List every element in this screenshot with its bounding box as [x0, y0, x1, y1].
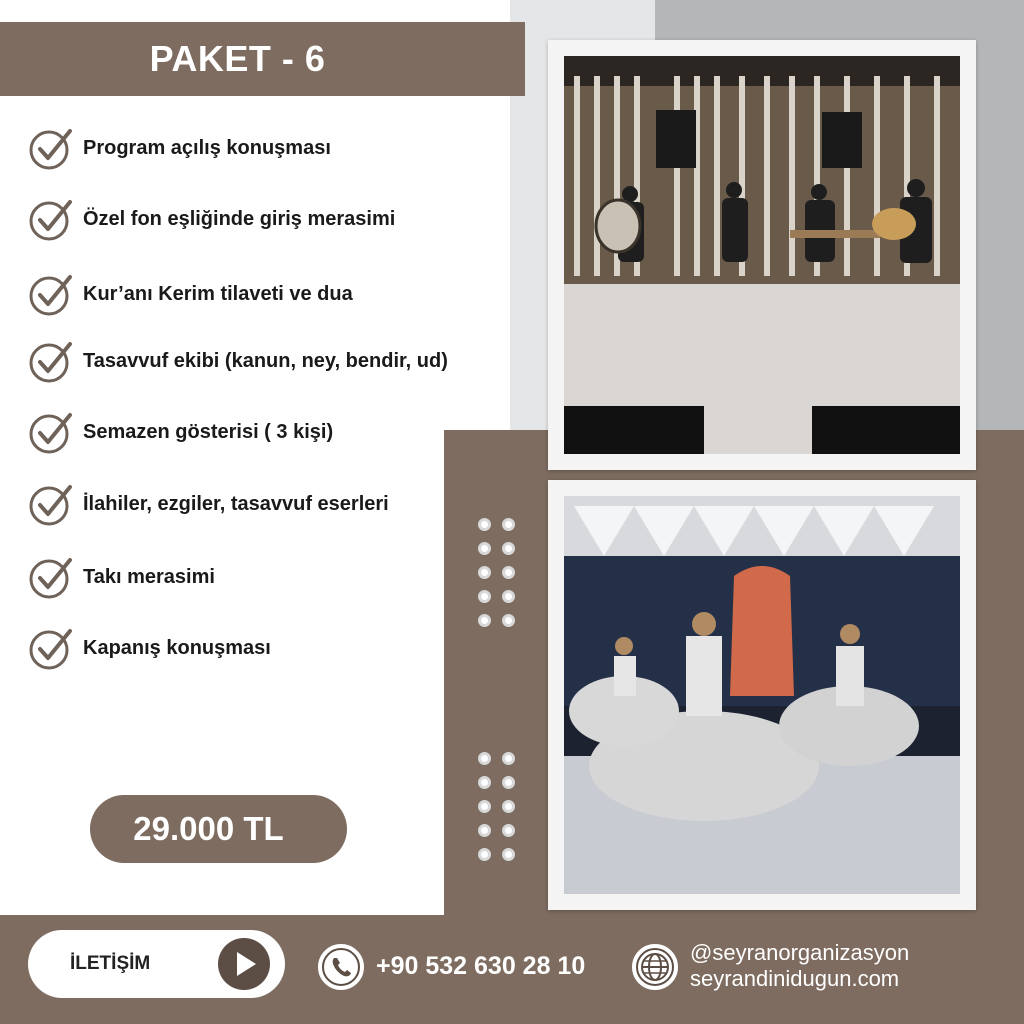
feature-text: Özel fon eşliğinde giriş merasimi — [83, 207, 396, 230]
feature-text: Kur’anı Kerim tilaveti ve dua — [83, 282, 353, 305]
photo-semazen-frame — [548, 480, 976, 910]
decorative-dot — [502, 848, 515, 861]
decorative-dot — [478, 848, 491, 861]
feature-text: Kapanış konuşması — [83, 636, 271, 659]
feature-item — [28, 337, 448, 385]
photo-music-ensemble — [564, 56, 960, 454]
decorative-dot — [478, 800, 491, 813]
check-circle-icon — [28, 625, 74, 671]
check-circle-icon — [28, 196, 74, 242]
feature-item — [28, 124, 331, 172]
feature-text: Tasavvuf ekibi (kanun, ney, bendir, ud) — [83, 349, 448, 372]
decorative-dot-grid-top — [478, 518, 528, 634]
contact-button-label: İLETİŞİM — [70, 953, 151, 974]
feature-item — [28, 480, 389, 528]
check-circle-icon — [28, 271, 74, 317]
check-circle-icon — [28, 338, 74, 384]
decorative-dot — [478, 518, 491, 531]
contact-button[interactable] — [28, 930, 285, 998]
decorative-dot — [502, 824, 515, 837]
decorative-dot — [478, 614, 491, 627]
check-circle-icon — [28, 409, 74, 455]
feature-item — [28, 408, 333, 456]
decorative-dot — [502, 752, 515, 765]
decorative-dot — [478, 752, 491, 765]
decorative-dot — [502, 614, 515, 627]
feature-item — [28, 624, 271, 672]
decorative-dot — [478, 566, 491, 579]
play-icon[interactable] — [218, 938, 270, 990]
package-title: PAKET - 6 — [149, 38, 326, 79]
feature-item — [28, 553, 215, 601]
decorative-dot — [478, 542, 491, 555]
decorative-dot — [502, 518, 515, 531]
price-value: 29.000 TL — [133, 810, 284, 847]
decorative-dot-grid-bottom — [478, 752, 528, 868]
social-handle[interactable]: @seyranorganizasyon — [690, 940, 910, 965]
feature-item — [28, 270, 353, 318]
price-badge — [90, 795, 347, 863]
decorative-dot — [502, 590, 515, 603]
decorative-dot — [502, 800, 515, 813]
social-info — [690, 940, 909, 992]
decorative-dot — [502, 566, 515, 579]
check-circle-icon — [28, 481, 74, 527]
decorative-dot — [478, 776, 491, 789]
photo-semazen — [564, 496, 960, 894]
decorative-dot — [478, 824, 491, 837]
website-link[interactable]: seyrandinidugun.com — [690, 966, 900, 991]
package-title-bar — [0, 22, 525, 96]
feature-text: İlahiler, ezgiler, tasavvuf eserleri — [83, 492, 389, 515]
globe-icon — [632, 944, 678, 990]
phone-number[interactable]: +90 532 630 28 10 — [376, 952, 586, 980]
decorative-dot — [502, 776, 515, 789]
decorative-dot — [502, 542, 515, 555]
feature-text: Takı merasimi — [83, 565, 215, 588]
feature-item — [28, 195, 395, 243]
check-circle-icon — [28, 554, 74, 600]
decorative-dot — [478, 590, 491, 603]
feature-text: Program açılış konuşması — [83, 136, 331, 159]
feature-text: Semazen gösterisi ( 3 kişi) — [83, 420, 334, 443]
check-circle-icon — [28, 125, 74, 171]
photo-music-ensemble-frame — [548, 40, 976, 470]
phone-icon — [318, 944, 364, 990]
